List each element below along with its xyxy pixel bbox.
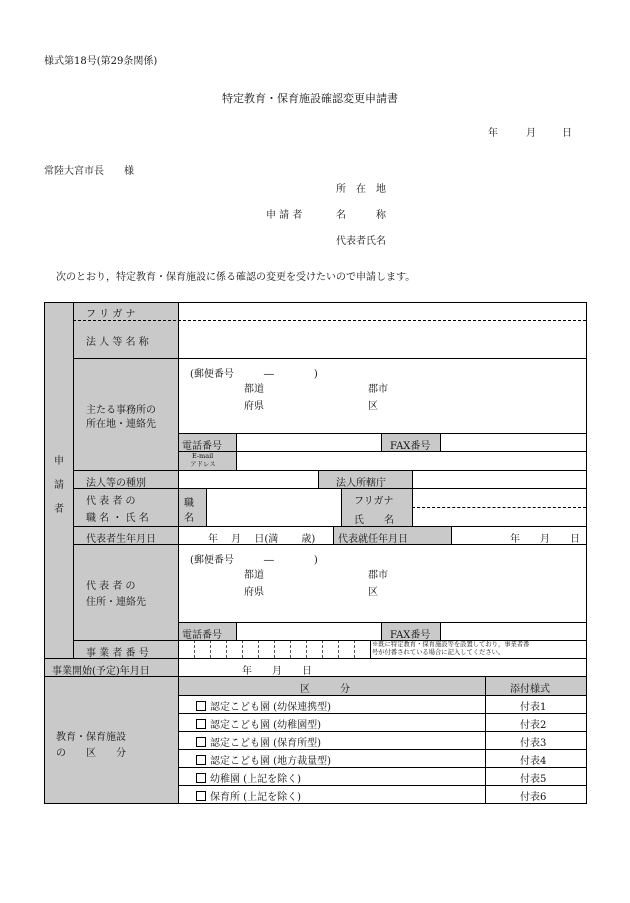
biz-number-label: 事 業 者 番 号	[86, 648, 149, 659]
applicant-section-label: 申請者	[54, 456, 64, 515]
date-month: 月	[526, 128, 536, 139]
facility-option-label: 保育所 (上記を除く)	[210, 792, 301, 803]
rep-addr-label-2: 住所・連絡先	[86, 597, 146, 608]
row-line	[178, 785, 586, 786]
digit-box	[290, 640, 291, 658]
todofuken-1: 都道	[244, 384, 264, 395]
attach-value: 付表1	[520, 702, 547, 713]
fax2-divider-left	[381, 622, 382, 640]
checkbox-icon[interactable]	[196, 773, 206, 783]
digit-box	[242, 640, 243, 658]
rep-label-1: 代 表 者 の	[86, 496, 136, 507]
digit-box	[226, 640, 227, 658]
facility-option-label: 認定こども園 (幼稚園型)	[210, 720, 321, 731]
email-label-1: E-mail	[192, 452, 214, 460]
gunshi-1: 郡市	[368, 384, 388, 395]
start-date-label: 事業開始(予定)年月日	[52, 666, 150, 677]
attach-header: 添付様式	[510, 684, 550, 695]
representative-label: 代表者氏名	[336, 236, 386, 247]
attach-value: 付表5	[520, 774, 547, 785]
rep-fax-label: FAX番号	[390, 630, 431, 641]
digit-box	[274, 640, 275, 658]
term-divider-left	[333, 526, 334, 544]
kubun-header: 区 分	[300, 684, 350, 695]
biz-note-2: 号が付番されている場合に記入してください。	[372, 649, 505, 656]
intro-text: 次のとおり，特定教育・保育施設に係る確認の変更を受けたいので申請します。	[56, 272, 416, 283]
rep-furigana-divider	[412, 507, 586, 508]
facility-option-label: 認定こども園 (幼保連携型)	[210, 702, 331, 713]
position-label-1: 職	[184, 498, 194, 509]
name-label: 名 称	[336, 210, 386, 221]
corp-name-label: 法 人 等 名 称	[86, 337, 149, 348]
start-date-value: 年 月 日	[242, 666, 312, 677]
rep-todofuken-1: 都道	[244, 570, 264, 581]
form-number: 様式第18号(第29条関係)	[44, 56, 158, 67]
facility-option-label: 幼稚園 (上記を除く)	[210, 774, 301, 785]
applicant-label: 申 請 者	[266, 210, 303, 221]
row-line	[73, 358, 586, 359]
phone-label: 電話番号	[182, 441, 222, 452]
fax2-divider-right	[440, 622, 441, 640]
corp-authority-label: 法人所轄庁	[336, 478, 386, 489]
term-value: 年 月 日	[510, 534, 580, 545]
authority-divider-left	[318, 470, 319, 488]
authority-divider-right	[412, 470, 413, 526]
row-line	[178, 749, 586, 750]
facility-option-5[interactable]	[196, 770, 301, 785]
fax-divider-right	[440, 433, 441, 451]
position-divider	[206, 488, 207, 526]
attach-value: 付表4	[520, 756, 547, 767]
rep-postal-code: (郵便番号 ― )	[190, 555, 318, 566]
facility-option-label: 認定こども園 (地方裁量型)	[210, 756, 331, 767]
attach-value: 付表3	[520, 738, 547, 749]
row-line	[73, 470, 586, 471]
attach-value: 付表2	[520, 720, 547, 731]
row-line	[178, 731, 586, 732]
digit-box	[258, 640, 259, 658]
facility-label-2: の 区 分	[56, 748, 126, 759]
row-line	[178, 433, 586, 434]
phone2-divider	[236, 622, 237, 640]
page-title: 特定教育・保育施設確認変更申請書	[222, 92, 398, 105]
biz-note-1: ※既に特定教育・保育施設等を設置しており，事業者番	[372, 641, 530, 648]
rep-gunshi-2: 区	[368, 587, 378, 598]
row-line	[178, 695, 586, 696]
fax-divider-left	[381, 433, 382, 451]
addressee: 常陸大宮市長 様	[44, 166, 134, 177]
facility-option-label: 認定こども園 (保育所型)	[210, 738, 321, 749]
furigana-divider	[73, 320, 586, 321]
checkbox-icon[interactable]	[196, 719, 206, 729]
digit-box	[306, 640, 307, 658]
rep-addr-label-1: 代 表 者 の	[86, 581, 136, 592]
date-day: 日	[562, 128, 572, 139]
digit-box	[194, 640, 195, 658]
fax-label: FAX番号	[390, 441, 431, 452]
rep-name-label: 氏 名	[354, 515, 394, 526]
address-label: 所 在 地	[336, 184, 386, 195]
birth-value: 年 月 日(満 歳)	[208, 534, 316, 545]
date-year: 年	[488, 128, 498, 139]
facility-option-1[interactable]	[196, 698, 331, 713]
checkbox-icon[interactable]	[196, 755, 206, 765]
checkbox-icon[interactable]	[196, 737, 206, 747]
row-line	[178, 767, 586, 768]
checkbox-icon[interactable]	[196, 791, 206, 801]
email-label-2: アドレス	[190, 460, 216, 468]
attach-value: 付表6	[520, 792, 547, 803]
todofuken-2: 府県	[244, 401, 264, 412]
applicant-column-line	[73, 302, 74, 658]
rep-name-divider	[341, 488, 342, 526]
row-line	[73, 526, 586, 527]
digit-box	[210, 640, 211, 658]
gunshi-2: 区	[368, 401, 378, 412]
rep-furigana-label: フリガナ	[354, 496, 394, 507]
facility-option-6[interactable]	[196, 788, 301, 803]
biz-number-end	[370, 640, 371, 658]
corp-type-label: 法人等の種別	[86, 478, 146, 489]
facility-option-4[interactable]	[196, 752, 331, 767]
row-line	[178, 451, 586, 452]
facility-label-1: 教育・保育施設	[56, 732, 126, 743]
row-line	[178, 713, 586, 714]
office-label-1: 主たる事務所の	[86, 405, 156, 416]
row-line	[178, 622, 586, 623]
furigana-label: フ リ ガ ナ	[86, 309, 136, 320]
postal-code: (郵便番号 ― )	[190, 369, 318, 380]
row-line	[73, 488, 586, 489]
label-column-line	[178, 302, 179, 804]
rep-term-label: 代表就任年月日	[338, 534, 408, 545]
term-divider-right	[451, 526, 452, 544]
rep-birth-label: 代表者生年月日	[86, 534, 156, 545]
digit-box	[354, 640, 355, 658]
facility-option-3[interactable]	[196, 734, 321, 749]
facility-option-2[interactable]	[196, 716, 321, 731]
position-label-2: 名	[184, 513, 194, 524]
rep-todofuken-2: 府県	[244, 587, 264, 598]
rep-phone-label: 電話番号	[182, 630, 222, 641]
checkbox-icon[interactable]	[196, 701, 206, 711]
rep-label-2: 職 名 ・ 氏 名	[86, 513, 149, 524]
office-label-2: 所在地・連絡先	[86, 419, 156, 430]
digit-box	[322, 640, 323, 658]
rep-gunshi-1: 郡市	[368, 570, 388, 581]
digit-box	[338, 640, 339, 658]
